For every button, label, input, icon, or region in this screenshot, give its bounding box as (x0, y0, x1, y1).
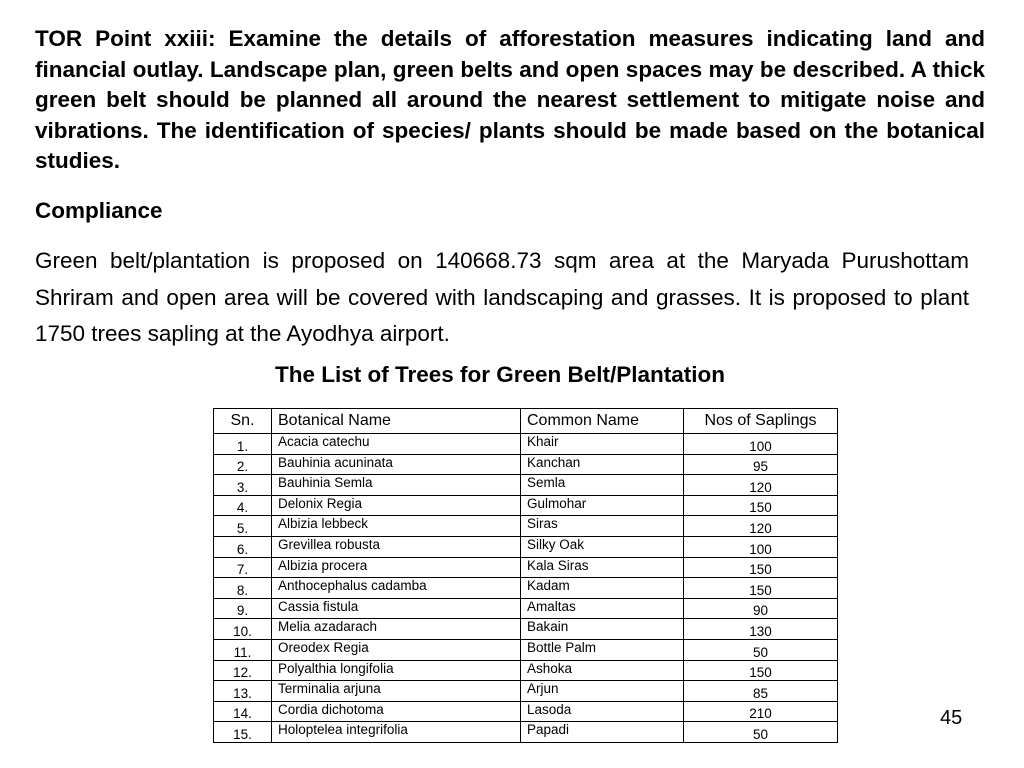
compliance-heading: Compliance (35, 198, 163, 223)
cell-common-name: Kanchan (521, 454, 684, 475)
compliance-text: Green belt/plantation is proposed on 140668.73 sqm area at the Maryada Purushottam Shriram and open area will be covered with landscaping and grasses. It is proposed to plant 1750 trees sapling at the Ayodhya airport. (35, 248, 969, 346)
cell-botanical-name: Melia azadarach (272, 619, 521, 640)
cell-saplings: 90 (684, 598, 838, 619)
cell-saplings: 95 (684, 454, 838, 475)
cell-sn: 14. (214, 701, 272, 722)
table-row (214, 639, 838, 660)
cell-sn: 13. (214, 681, 272, 702)
header-saplings: Nos of Saplings (684, 409, 838, 434)
cell-sn: 3. (214, 475, 272, 496)
table-row (214, 495, 838, 516)
cell-sn: 12. (214, 660, 272, 681)
header-common-name: Common Name (521, 409, 684, 434)
cell-saplings: 50 (684, 722, 838, 743)
cell-common-name: Kadam (521, 578, 684, 599)
cell-common-name: Amaltas (521, 598, 684, 619)
cell-sn: 7. (214, 557, 272, 578)
cell-common-name: Khair (521, 434, 684, 455)
cell-saplings: 100 (684, 434, 838, 455)
table-row (214, 454, 838, 475)
cell-sn: 1. (214, 434, 272, 455)
cell-botanical-name: Delonix Regia (272, 495, 521, 516)
cell-saplings: 130 (684, 619, 838, 640)
page-number: 45 (940, 707, 963, 729)
table-row (214, 681, 838, 702)
cell-botanical-name: Bauhinia acuninata (272, 454, 521, 475)
cell-sn: 15. (214, 722, 272, 743)
header-botanical-name: Botanical Name (272, 409, 521, 434)
table-row (214, 475, 838, 496)
cell-sn: 2. (214, 454, 272, 475)
table-row (214, 660, 838, 681)
cell-sn: 8. (214, 578, 272, 599)
table-row (214, 578, 838, 599)
trees-table (213, 408, 838, 743)
cell-botanical-name: Polyalthia longifolia (272, 660, 521, 681)
cell-common-name: Gulmohar (521, 495, 684, 516)
cell-botanical-name: Cassia fistula (272, 598, 521, 619)
cell-sn: 5. (214, 516, 272, 537)
table-row (214, 434, 838, 455)
cell-saplings: 210 (684, 701, 838, 722)
cell-saplings: 50 (684, 639, 838, 660)
table-title: The List of Trees for Green Belt/Plantation (274, 362, 726, 387)
cell-saplings: 150 (684, 660, 838, 681)
cell-saplings: 150 (684, 557, 838, 578)
cell-common-name: Siras (521, 516, 684, 537)
cell-botanical-name: Terminalia arjuna (272, 681, 521, 702)
cell-saplings: 150 (684, 578, 838, 599)
cell-common-name: Arjun (521, 681, 684, 702)
cell-common-name: Lasoda (521, 701, 684, 722)
cell-common-name: Kala Siras (521, 557, 684, 578)
cell-sn: 9. (214, 598, 272, 619)
table-row (214, 516, 838, 537)
table-header-row (214, 409, 838, 434)
cell-botanical-name: Anthocephalus cadamba (272, 578, 521, 599)
cell-botanical-name: Grevillea robusta (272, 536, 521, 557)
cell-sn: 6. (214, 536, 272, 557)
table-row (214, 722, 838, 743)
tor-point-text: TOR Point xxiii: Examine the details of afforestation measures indicating land and financial outlay. Landscape plan, green belts and open spaces may be described. A thick green belt should be planned all around the nearest settlement to mitigate noise and vibrations. The identification of species/ plants should be made based on the botanical studies. (35, 26, 985, 173)
table-row (214, 536, 838, 557)
cell-botanical-name: Albizia lebbeck (272, 516, 521, 537)
table-row (214, 619, 838, 640)
table-row (214, 598, 838, 619)
cell-botanical-name: Cordia dichotoma (272, 701, 521, 722)
cell-saplings: 85 (684, 681, 838, 702)
cell-botanical-name: Acacia catechu (272, 434, 521, 455)
cell-common-name: Bakain (521, 619, 684, 640)
cell-common-name: Bottle Palm (521, 639, 684, 660)
cell-saplings: 120 (684, 516, 838, 537)
cell-botanical-name: Bauhinia Semla (272, 475, 521, 496)
cell-botanical-name: Holoptelea integrifolia (272, 722, 521, 743)
cell-botanical-name: Oreodex Regia (272, 639, 521, 660)
table-row (214, 701, 838, 722)
table-row (214, 557, 838, 578)
cell-common-name: Papadi (521, 722, 684, 743)
cell-common-name: Silky Oak (521, 536, 684, 557)
cell-sn: 4. (214, 495, 272, 516)
cell-saplings: 100 (684, 536, 838, 557)
cell-sn: 11. (214, 639, 272, 660)
cell-saplings: 150 (684, 495, 838, 516)
cell-common-name: Semla (521, 475, 684, 496)
cell-botanical-name: Albizia procera (272, 557, 521, 578)
cell-common-name: Ashoka (521, 660, 684, 681)
header-sn: Sn. (214, 409, 272, 434)
cell-saplings: 120 (684, 475, 838, 496)
cell-sn: 10. (214, 619, 272, 640)
